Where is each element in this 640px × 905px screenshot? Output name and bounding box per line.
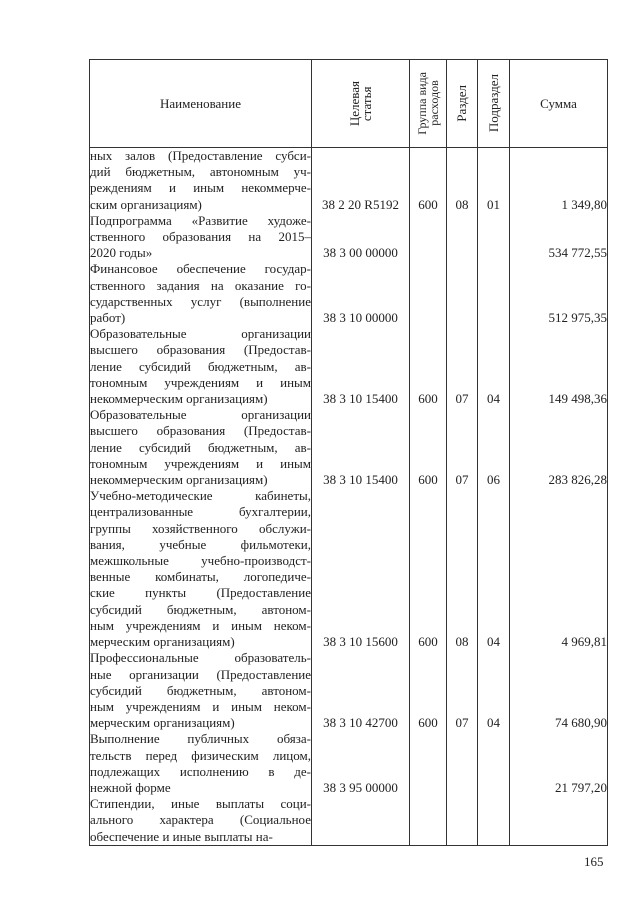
- row-amount: 512 975,35: [510, 261, 608, 326]
- row-name-line: Образовательные организации: [90, 407, 311, 423]
- row-amount: 283 826,28: [510, 407, 608, 488]
- row-name: [90, 326, 312, 407]
- row-expense-group: 600: [410, 650, 447, 731]
- row-target-article: 38 3 95 00000: [312, 731, 410, 796]
- header-subsection: Подраздел: [478, 60, 510, 148]
- row-subsection: 04: [478, 650, 510, 731]
- row-name-line: ским организациям): [90, 196, 202, 212]
- row-name: [90, 796, 312, 845]
- row-name-line: ление субсидий бюджетным, ав-: [90, 439, 311, 455]
- row-name: [90, 650, 312, 731]
- row-name-line: дий бюджетным, автономным уч-: [90, 164, 311, 180]
- row-amount: 1 349,80: [510, 148, 608, 213]
- row-name-line: мерческим организациям): [90, 634, 235, 650]
- table-row: [90, 650, 608, 731]
- row-name-line: субсидий бюджетным, автоном-: [90, 601, 311, 617]
- row-name-line: работ): [90, 310, 126, 326]
- row-name-line: венные комбинаты, логопедиче-: [90, 569, 311, 585]
- table-row: [90, 407, 608, 488]
- row-name: [90, 261, 312, 326]
- row-name-line: Подпрограмма «Развитие художе-: [90, 212, 311, 228]
- row-name-line: тельств перед физическим лицом,: [90, 747, 311, 763]
- header-amount: Сумма: [510, 60, 608, 148]
- row-target-article: [312, 796, 410, 845]
- row-expense-group: [410, 731, 447, 796]
- row-amount: 4 969,81: [510, 488, 608, 650]
- row-expense-group: 600: [410, 488, 447, 650]
- row-expense-group: [410, 796, 447, 845]
- row-amount: 74 680,90: [510, 650, 608, 731]
- row-expense-group: 600: [410, 407, 447, 488]
- row-subsection: [478, 213, 510, 262]
- row-name-line: высшего образования (Предостав-: [90, 423, 311, 439]
- table-header-row: [90, 60, 608, 148]
- row-name-line: реждениям и иным некоммерче-: [90, 180, 311, 196]
- row-name-line: ным учреждениям и иным неком-: [90, 698, 311, 714]
- row-name-line: некоммерческим организациям): [90, 391, 268, 407]
- row-name-line: Образовательные организации: [90, 326, 311, 342]
- page-number: 165: [584, 854, 604, 869]
- row-amount: [510, 796, 608, 845]
- row-target-article: 38 3 10 42700: [312, 650, 410, 731]
- row-section: 08: [447, 488, 478, 650]
- budget-table: [89, 59, 608, 846]
- row-name: [90, 213, 312, 262]
- row-name-line: ственного образования на 2015–: [90, 229, 311, 245]
- row-expense-group: 600: [410, 148, 447, 213]
- row-subsection: 04: [478, 488, 510, 650]
- row-name-line: группы хозяйственного обслужи-: [90, 520, 311, 536]
- row-name-line: нежной форме: [90, 779, 171, 795]
- row-name-line: вания, учебные фильмотеки,: [90, 536, 311, 552]
- row-expense-group: [410, 261, 447, 326]
- row-target-article: 38 3 00 00000: [312, 213, 410, 262]
- table-row: [90, 261, 608, 326]
- table-row: [90, 148, 608, 213]
- row-section: [447, 731, 478, 796]
- row-name-line: Финансовое обеспечение государ-: [90, 261, 311, 277]
- row-name: [90, 731, 312, 796]
- row-amount: 534 772,55: [510, 213, 608, 262]
- row-name-line: Стипендии, иные выплаты соци-: [90, 796, 311, 812]
- row-name-line: субсидий бюджетным, автоном-: [90, 682, 311, 698]
- row-name-line: подлежащих исполнению в де-: [90, 763, 311, 779]
- row-name-line: тономным учреждениям и иным: [90, 455, 311, 471]
- row-name-line: ление субсидий бюджетным, ав-: [90, 358, 311, 374]
- row-section: [447, 796, 478, 845]
- row-subsection: [478, 796, 510, 845]
- row-subsection: 04: [478, 326, 510, 407]
- row-target-article: 38 3 10 15400: [312, 407, 410, 488]
- row-name-line: 2020 годы»: [90, 245, 153, 261]
- row-name-line: ские пункты (Предоставление: [90, 585, 311, 601]
- row-section: 07: [447, 326, 478, 407]
- row-subsection: 01: [478, 148, 510, 213]
- row-name-line: централизованные бухгалтерии,: [90, 504, 311, 520]
- row-expense-group: 600: [410, 326, 447, 407]
- row-expense-group: [410, 213, 447, 262]
- row-name-line: Профессиональные образователь-: [90, 650, 311, 666]
- table-row: [90, 326, 608, 407]
- row-subsection: 06: [478, 407, 510, 488]
- table-row: [90, 731, 608, 796]
- row-name-line: обеспечение и иные выплаты на-: [90, 828, 273, 844]
- header-target-article: Целевая статья: [312, 60, 410, 148]
- row-name-line: ные организации (Предоставление: [90, 666, 311, 682]
- row-section: 07: [447, 407, 478, 488]
- header-name: Наименование: [90, 60, 312, 148]
- row-name-line: межшкольные учебно-производст-: [90, 553, 311, 569]
- row-name-line: ным учреждениям и иным неком-: [90, 617, 311, 633]
- row-target-article: 38 3 10 00000: [312, 261, 410, 326]
- row-name: [90, 148, 312, 213]
- row-name-line: высшего образования (Предостав-: [90, 342, 311, 358]
- row-name: [90, 407, 312, 488]
- row-name-line: Выполнение публичных обяза-: [90, 731, 311, 747]
- table-row: [90, 488, 608, 650]
- row-name-line: Учебно-методические кабинеты,: [90, 488, 311, 504]
- row-target-article: 38 2 20 R5192: [312, 148, 410, 213]
- header-expense-group: Группа вида расходов: [410, 60, 447, 148]
- row-subsection: [478, 261, 510, 326]
- row-section: [447, 213, 478, 262]
- row-target-article: 38 3 10 15400: [312, 326, 410, 407]
- row-name-line: сударственных услуг (выполнение: [90, 293, 311, 309]
- row-subsection: [478, 731, 510, 796]
- row-name: [90, 488, 312, 650]
- row-section: [447, 261, 478, 326]
- row-name-line: мерческим организациям): [90, 715, 235, 731]
- header-section: Раздел: [447, 60, 478, 148]
- row-section: 08: [447, 148, 478, 213]
- row-amount: 21 797,20: [510, 731, 608, 796]
- row-amount: 149 498,36: [510, 326, 608, 407]
- table-row: [90, 213, 608, 262]
- row-section: 07: [447, 650, 478, 731]
- table-row: [90, 796, 608, 845]
- row-name-line: ственного задания на оказание го-: [90, 277, 311, 293]
- row-name-line: ального характера (Социальное: [90, 812, 311, 828]
- row-name-line: ных залов (Предоставление субси-: [90, 148, 311, 163]
- row-name-line: тономным учреждениям и иным: [90, 374, 311, 390]
- row-name-line: некоммерческим организациям): [90, 472, 268, 488]
- row-target-article: 38 3 10 15600: [312, 488, 410, 650]
